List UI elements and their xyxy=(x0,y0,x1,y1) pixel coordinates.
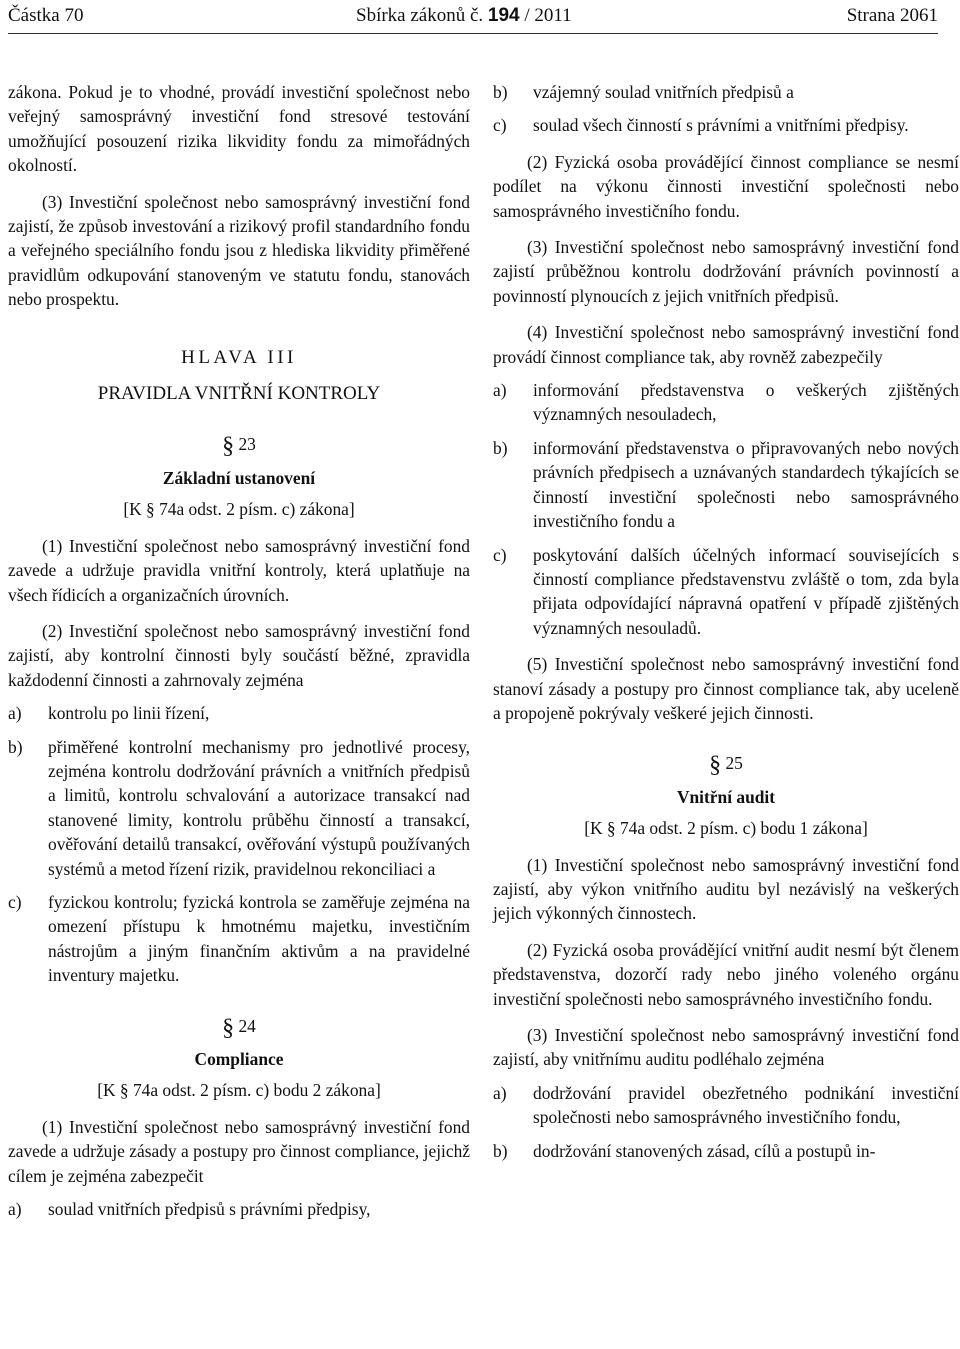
section-25-title: Vnitřní audit xyxy=(676,786,776,807)
left-column xyxy=(8,80,470,1221)
list-item: b) vzájemný soulad vnitřních předpisů a xyxy=(493,82,794,102)
section-25-paragraph-2: (2) Fyzická osoba provádějící vnitřní audit nesmí být členem představenstva, dozorčí rady nebo jiného voleného orgánu investiční společnosti nebo samosprávného investičního fondu. xyxy=(493,939,959,1009)
section-24-paragraph-5: (5) Investiční společnost nebo samosprávný investiční fond stanoví zásady a postupy pro činnost compliance tak, aby uceleně a propojeně pokrývaly veškeré jejich činnosti. xyxy=(493,654,959,723)
section-24-title: Compliance xyxy=(194,1049,284,1069)
section-25-paragraph-1: (1) Investiční společnost nebo samosprávný investiční fond zajistí, aby výkon vnitřního auditu byl nezávislý na veškerých jejich výkonných činnostech. xyxy=(493,854,959,924)
section-symbol: § xyxy=(709,752,722,779)
section-23-reference: [K § 74a odst. 2 písm. c) zákona] xyxy=(123,499,355,520)
section-number: 25 xyxy=(725,753,743,774)
chapter-title: PRAVIDLA VNITŘNÍ KONTROLY xyxy=(97,383,381,405)
header-collection-suffix: / 2011 xyxy=(524,5,572,26)
section-24-reference: [K § 74a odst. 2 písm. c) bodu 2 zákona] xyxy=(97,1080,381,1101)
section-24-paragraph-2: (2) Fyzická osoba provádějící činnost compliance se nesmí podílet na výkonu činnosti investiční společnosti nebo samosprávného investičního fondu. xyxy=(493,151,959,221)
header-rule xyxy=(8,33,938,34)
list-item: a) kontrolu po linii řízení, xyxy=(8,703,210,724)
section-24-paragraph-1: (1) Investiční společnost nebo samosprávný investiční fond zavede a udržuje zásady a postupy pro činnost compliance, jejichž cílem je zejména zabezpečit xyxy=(8,1116,470,1186)
section-25-reference: [K § 74a odst. 2 písm. c) bodu 1 zákona] xyxy=(584,818,868,839)
list-item: b) dodržování stanovených zásad, cílů a postupů in- xyxy=(493,1140,876,1161)
paragraph-3: (3) Investiční společnost nebo samosprávný investiční fond zajistí, že způsob investování a rizikový profil standardního fondu a veřejného speciálního fondu jsou z hlediska likvidity přiměřené pravidlům odkupování stanoveným ve statutu fondu, stanovách nebo prospektu. xyxy=(8,191,470,310)
header-page-number: Strana 2061 xyxy=(846,5,938,26)
section-23-paragraph-1: (1) Investiční společnost nebo samosprávný investiční fond zavede a udržuje pravidla vnitřní kontroly, která uplatňuje na všech řídicích a organizačních úrovních. xyxy=(8,535,470,605)
section-23-paragraph-2: (2) Investiční společnost nebo samosprávný investiční fond zajistí, aby kontrolní činnosti byly součástí běžné, zpravidla každodenní činnosti a zahrnovaly zejména xyxy=(8,620,470,690)
paragraph-continuation: zákona. Pokud je to vhodné, provádí investiční společnost nebo veřejný samosprávný investiční fond stresové testování umožňující posouzení rizika likvidity fondu za mimořádných okolností. xyxy=(8,82,470,176)
header-issue: Částka 70 xyxy=(8,5,84,26)
list-item: a) informování představenstva o veškerých zjištěných významných nesouladech, xyxy=(493,380,959,425)
list-item: c) poskytování dalších účelných informací souvisejících s činností compliance představenstvu zvláště o tom, zda byla přijata odpovídající nápravná opatření v případě zjištěných významných nesouladů. xyxy=(493,544,959,638)
list-item: c) soulad všech činností s právními a vnitřními předpisy. xyxy=(493,115,909,136)
section-number: 23 xyxy=(238,434,256,455)
list-item: c) fyzickou kontrolu; fyzická kontrola se zaměřuje zejména na omezení přístupu k hmotnému majetku, investičním nástrojům a jiným finančním aktivům a na pravidelné inventury majetku. xyxy=(8,891,470,986)
list-item: b) přiměřené kontrolní mechanismy pro jednotlivé procesy, zejména kontrolu dodržování právních a vnitřních předpisů a limitů, kontrolu schvalování a autorizace transakcí nad stanovené limity, kontrolu průběhu činností a transakcí, ověřování detailů transakcí, ověřování výstupů používaných systémů a metod řízení rizik, pravidelnou rekonciliaci a xyxy=(8,736,470,879)
section-number: 24 xyxy=(238,1015,256,1036)
right-column xyxy=(493,80,959,1163)
section-symbol: § xyxy=(222,1014,235,1041)
chapter-heading: HLAVA III xyxy=(181,346,297,368)
header-collection xyxy=(356,0,572,32)
section-23-title: Základní ustanovení xyxy=(162,467,316,488)
list-item: a) dodržování pravidel obezřetného podnikání investiční společnosti nebo samosprávného investičního fondu, xyxy=(493,1082,959,1128)
list-item: a) soulad vnitřních předpisů s právními předpisy, xyxy=(8,1199,371,1220)
page-header xyxy=(0,0,960,34)
section-24-number xyxy=(8,1014,470,1040)
header-collection-number: 194 xyxy=(487,5,520,26)
section-24-paragraph-3: (3) Investiční společnost nebo samosprávný investiční fond zajistí průběžnou kontrolu dodržování právních povinností a povinností plynoucích z jejich vnitřních předpisů. xyxy=(493,237,959,306)
section-24-paragraph-4: (4) Investiční společnost nebo samosprávný investiční fond provádí činnost compliance tak, aby rovněž zabezpečily xyxy=(493,322,959,367)
section-symbol: § xyxy=(222,433,235,460)
header-collection-prefix: Sbírka zákonů č. xyxy=(356,5,484,26)
section-25-paragraph-3: (3) Investiční společnost nebo samosprávný investiční fond zajistí, aby vnitřnímu auditu podléhalo zejména xyxy=(493,1025,959,1070)
list-item: b) informování představenstva o připravovaných nebo nových právních předpisech a uznávaných standardech týkajících se činností investiční společnosti nebo samosprávného investičního fondu a xyxy=(493,437,959,532)
section-23-number xyxy=(8,432,470,458)
section-25-number xyxy=(493,751,959,777)
